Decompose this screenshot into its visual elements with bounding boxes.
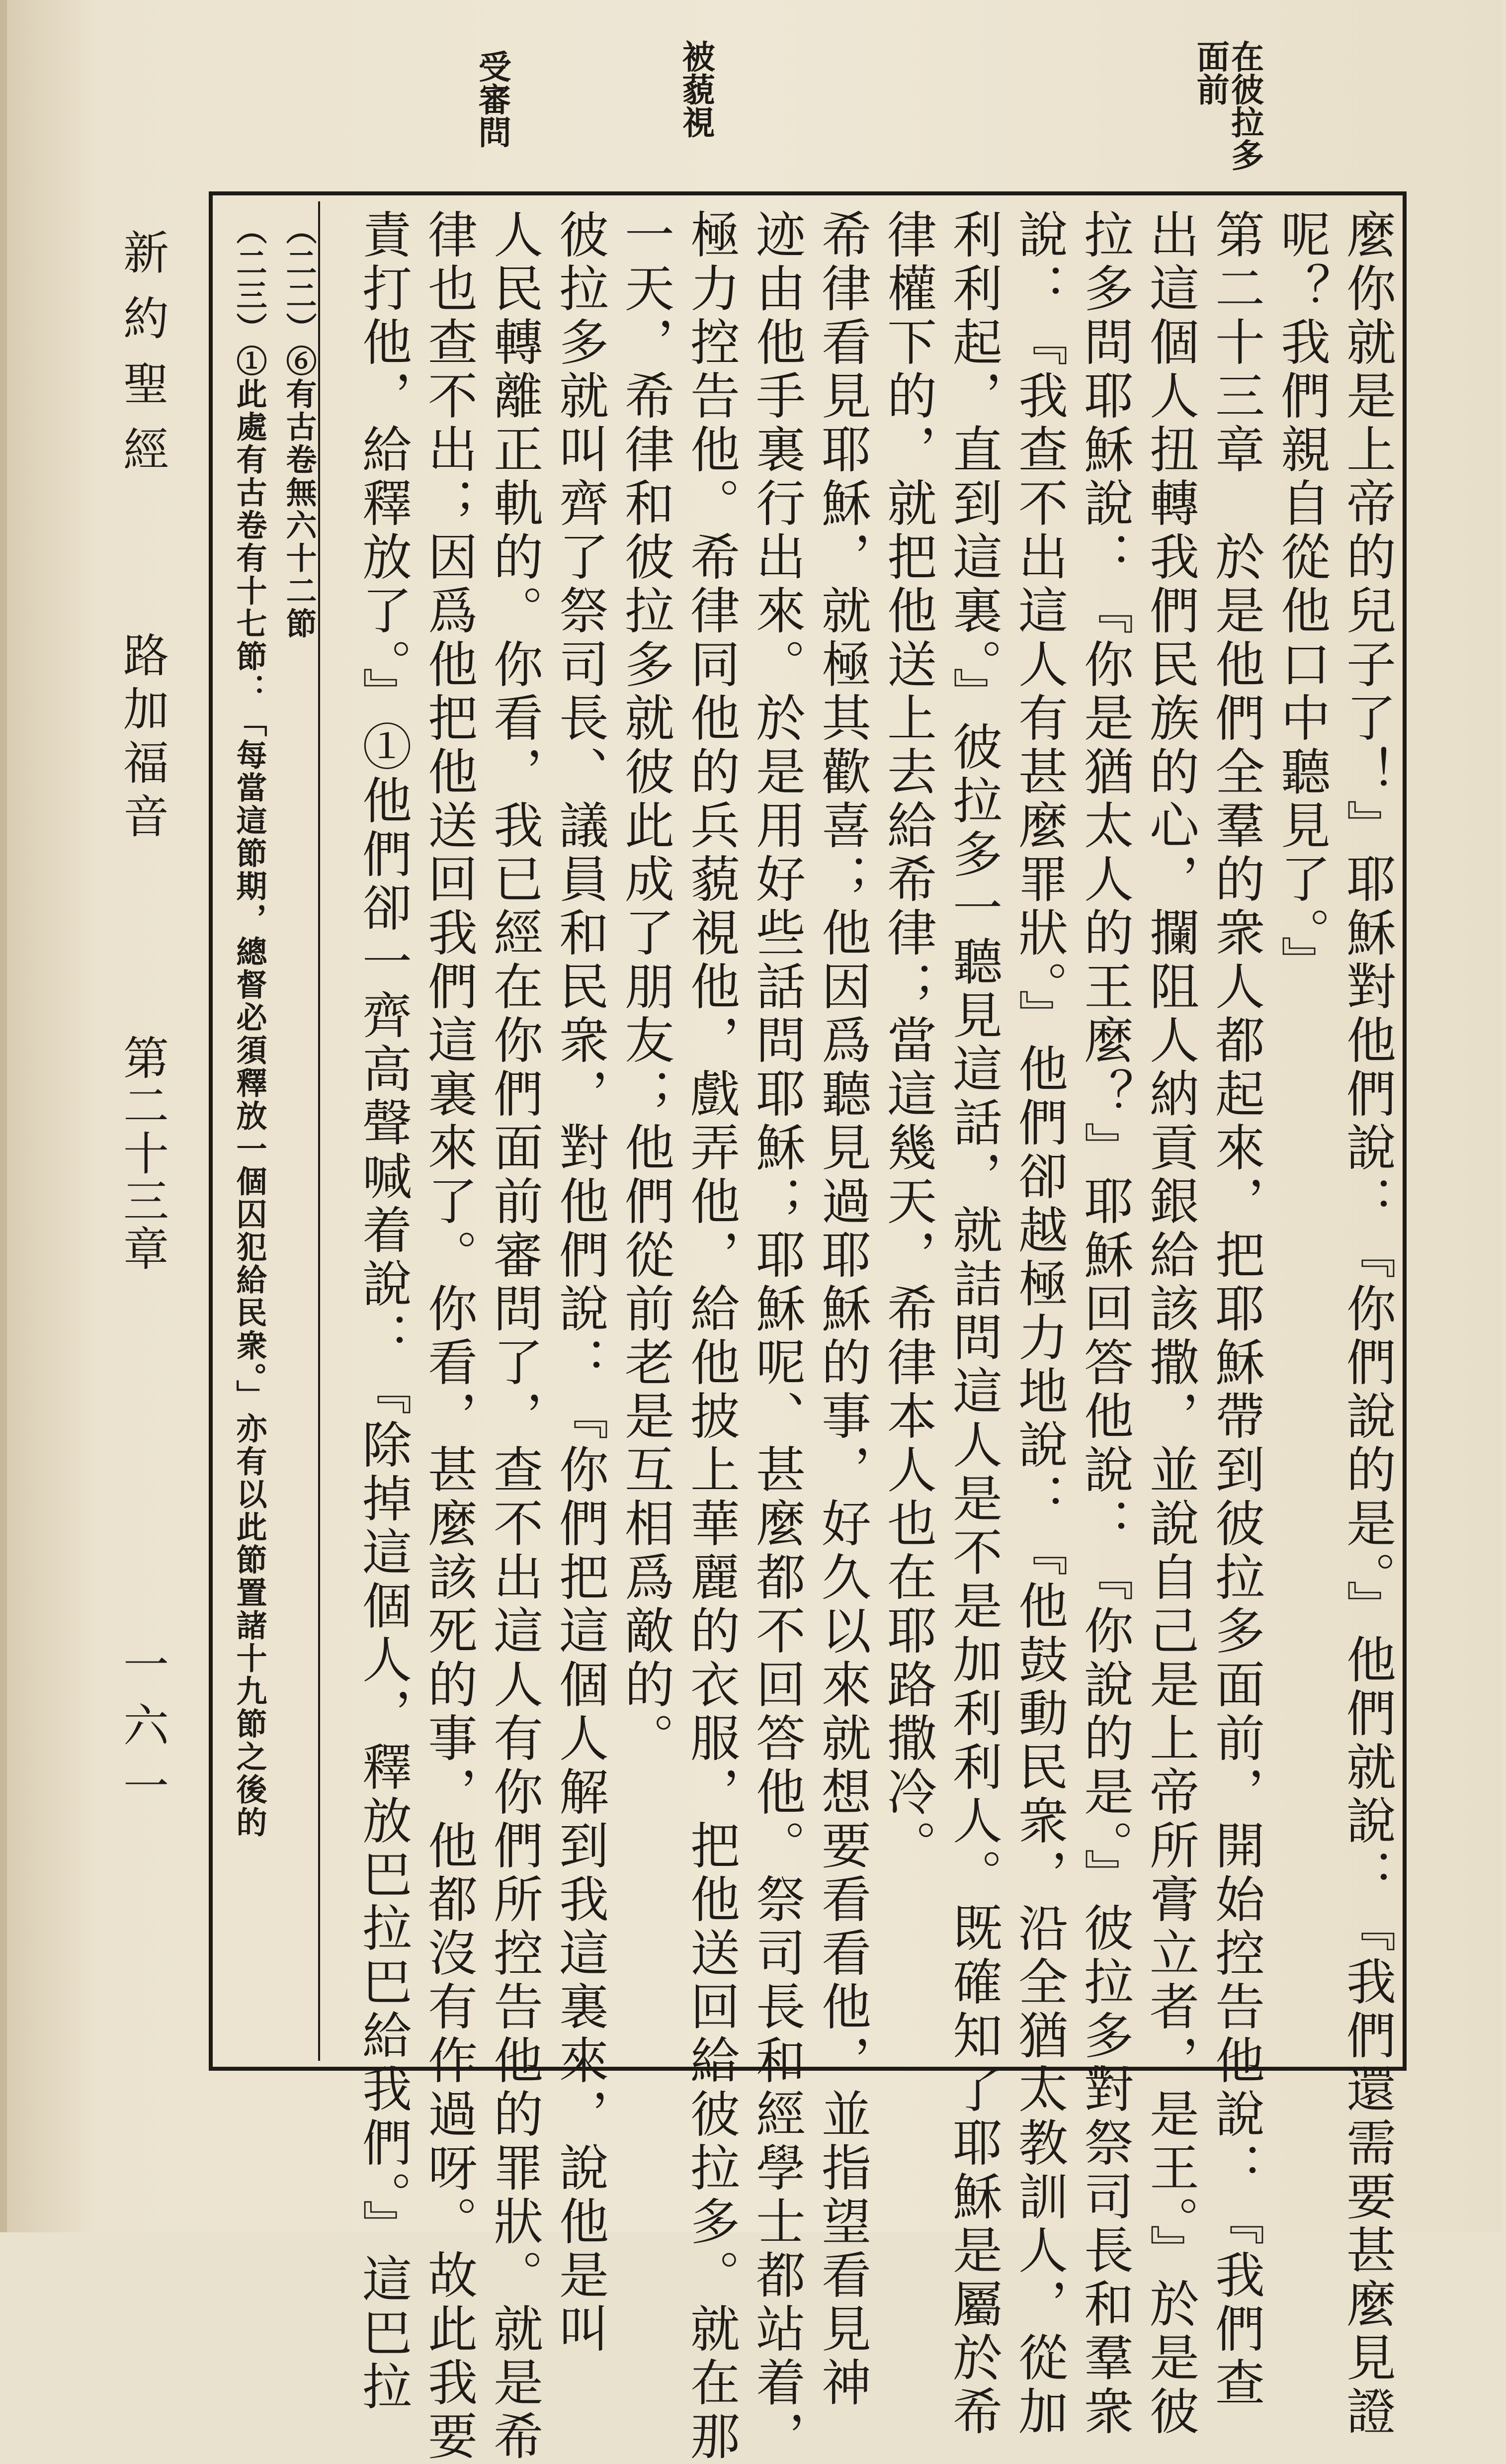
verse-column-2: 呢？我們親自從他口中聽見了。』 (1272, 209, 1331, 989)
verse-column-11: 極力控告他。希律同他的兵藐視他，戲弄他，給他披上華麗的衣服，把他送回給彼拉多。就在那 (682, 209, 740, 2464)
running-title-gospel: 路加福音 (116, 631, 169, 846)
verse-column-15: 律也查不出；因爲他把他送回我們這裏來了。你看，甚麼該死的事，他都沒有作過呀。故此我要 (419, 209, 478, 2464)
verse-column-8: 律權下的，就把他送上去給希律；當這幾天，希律本人也在耶路撒冷。 (879, 209, 937, 1873)
verse-column-9: 希律看見耶穌，就極其歡喜；他因爲聽見過耶穌的事，好久以來就想要看看他，並指望看見神 (813, 209, 871, 2410)
footnote-2: （二三）①此處有古卷有十七節：「每當這節期，總督必須釋放一個囚犯給民衆。」亦有以此節置諸十九節之後的 (231, 214, 267, 1839)
footnote-divider (318, 201, 320, 2061)
verse-column-16: 責打他，給釋放了。』①他們卻一齊高聲喊着說：『除掉這個人，釋放巴拉巴給我們。』這巴拉 (354, 209, 412, 2414)
verse-column-12: 一天，希律和彼拉多就彼此成了朋友；他們從前老是互相爲敵的。 (616, 209, 674, 1766)
page-number: 一六一 (116, 1641, 169, 1823)
verse-column-14: 人民轉離正軌的。你看，我已經在你們面前審問了，查不出這人有你們所控告他的罪狀。就是希 (485, 209, 543, 2464)
verse-column-4: 出這個人扭轉我們民族的心，攔阻人納貢銀給該撒，並說自己是上帝所膏立者，是王。』於是彼 (1141, 209, 1199, 2439)
chapter-heading-column: 第二十三章 於是他們全羣的衆人都起來，把耶穌帶到彼拉多面前，開始控告他說：『我們查 (1207, 209, 1265, 2410)
verse-column-5: 拉多問耶穌說：『你是猶太人的王麼？』耶穌回答他說：『你說的是。』彼拉多對祭司長和羣衆 (1076, 209, 1134, 2439)
verse-column-7: 利利起，直到這裏。』彼拉多一聽見這話，就詰問這人是不是加利利人。既確知了耶穌是屬於希 (944, 209, 1003, 2439)
page-edge (0, 0, 7, 2232)
footnote-1: （二二）⑥有古卷無六十二節 (281, 214, 317, 640)
verse-column-1: 麼你就是上帝的兒子了！』耶穌對他們說：『你們說的是。』他們就說：『我們還需要甚麼見證 (1338, 209, 1396, 2439)
gloss-pilate-front: 在彼拉多 面前 (1191, 40, 1264, 171)
gloss-trial: 受審問 (473, 50, 512, 148)
verse-column-6: 說：『我查不出這人有甚麼罪狀。』他們卻越極力地說：『他鼓動民衆，沿全猶太教訓人，從加 (1010, 209, 1068, 2439)
verse-column-13: 彼拉多就叫齊了祭司長、議員和民衆，對他們說：『你們把這個人解到我這裏來，說他是叫 (551, 209, 609, 2357)
running-title-chapter: 第二十三章 (116, 1034, 169, 1273)
running-title-book: 新約聖經 (116, 229, 169, 491)
gloss-contempt: 被藐視 (676, 40, 716, 138)
verse-column-10: 迹由他手裏行出來。於是用好些話問耶穌；耶穌呢、甚麼都不回答他。祭司長和經學士都站着， (748, 209, 806, 2464)
